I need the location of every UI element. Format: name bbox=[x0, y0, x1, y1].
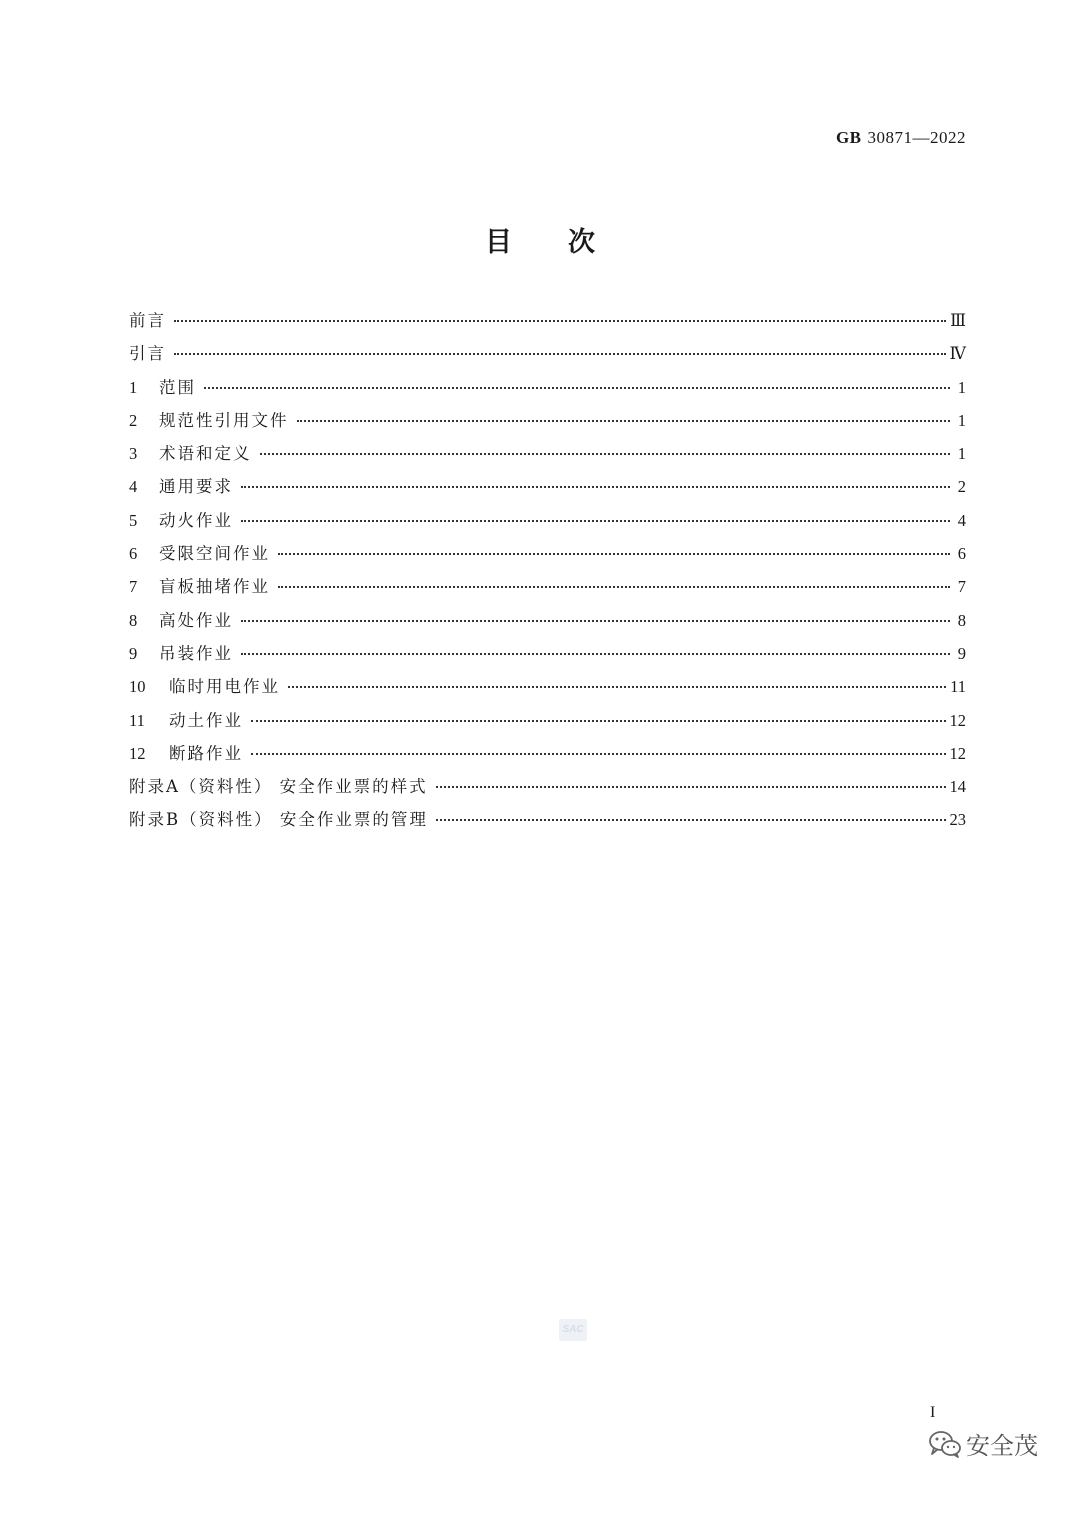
toc-entry-introduction[interactable] bbox=[129, 340, 966, 373]
toc-label: 附录A（资料性） 安全作业票的样式 bbox=[129, 777, 428, 797]
toc-number: 3 bbox=[129, 444, 138, 464]
toc-number: 1 bbox=[129, 377, 138, 397]
toc-label: 高处作业 bbox=[159, 610, 233, 630]
standard-number: 30871—2022 bbox=[867, 128, 966, 147]
leader-dots bbox=[251, 720, 946, 722]
toc-entry-4[interactable] bbox=[129, 473, 966, 506]
toc-page: 9 bbox=[957, 643, 966, 663]
toc-label: 前言 bbox=[129, 311, 166, 330]
toc-entry-1[interactable] bbox=[129, 374, 966, 407]
toc-label: 动土作业 bbox=[169, 710, 243, 730]
toc-entry-6[interactable] bbox=[129, 540, 966, 573]
toc-title: 目次 bbox=[485, 227, 651, 258]
standard-code bbox=[836, 128, 966, 148]
toc-label: 附录B（资料性） 安全作业票的管理 bbox=[129, 810, 428, 830]
toc-label: 规范性引用文件 bbox=[159, 410, 289, 430]
toc-page: 1 bbox=[957, 444, 966, 464]
toc-number: 6 bbox=[129, 544, 138, 564]
leader-dots bbox=[436, 819, 946, 821]
toc-entry-foreword[interactable] bbox=[129, 307, 966, 340]
toc-label: 动火作业 bbox=[159, 510, 233, 530]
toc-label: 术语和定义 bbox=[159, 444, 252, 464]
leader-dots bbox=[260, 453, 951, 455]
toc-page: 6 bbox=[957, 544, 966, 564]
toc-entry-3[interactable] bbox=[129, 440, 966, 473]
toc-label: 盲板抽堵作业 bbox=[159, 577, 270, 597]
toc-entry-7[interactable] bbox=[129, 573, 966, 606]
sac-logo: SAC bbox=[559, 1319, 587, 1341]
toc-entry-2[interactable] bbox=[129, 407, 966, 440]
leader-dots bbox=[174, 353, 946, 355]
watermark-text: 安全茂 bbox=[966, 1432, 1038, 1460]
toc-page: 12 bbox=[949, 710, 966, 730]
toc-entry-appendix-b[interactable] bbox=[129, 806, 966, 839]
wechat-icon bbox=[928, 1429, 962, 1459]
toc-number: 12 bbox=[129, 743, 146, 763]
table-of-contents bbox=[129, 307, 966, 840]
toc-page: 1 bbox=[957, 410, 966, 430]
page-number: I bbox=[930, 1404, 936, 1421]
toc-entry-10[interactable] bbox=[129, 673, 966, 706]
toc-entry-9[interactable] bbox=[129, 640, 966, 673]
toc-page: 12 bbox=[949, 743, 966, 763]
toc-page: 23 bbox=[949, 810, 966, 830]
leader-dots bbox=[288, 686, 946, 688]
toc-page: 1 bbox=[957, 377, 966, 397]
toc-label: 通用要求 bbox=[159, 477, 233, 497]
leader-dots bbox=[297, 420, 951, 422]
toc-label: 引言 bbox=[129, 344, 166, 364]
toc-page: 14 bbox=[949, 777, 966, 797]
toc-label: 吊装作业 bbox=[159, 643, 233, 663]
leader-dots bbox=[241, 620, 950, 622]
leader-dots bbox=[278, 586, 950, 588]
leader-dots bbox=[174, 320, 946, 322]
toc-number: 10 bbox=[129, 677, 146, 697]
toc-label: 受限空间作业 bbox=[159, 544, 270, 564]
leader-dots bbox=[251, 753, 946, 755]
toc-entry-appendix-a[interactable] bbox=[129, 773, 966, 806]
toc-label: 断路作业 bbox=[169, 743, 243, 763]
watermark bbox=[928, 1426, 1038, 1461]
toc-number: 7 bbox=[129, 577, 138, 597]
toc-number: 8 bbox=[129, 610, 138, 630]
toc-page: 8 bbox=[957, 610, 966, 630]
toc-entry-12[interactable] bbox=[129, 740, 966, 773]
leader-dots bbox=[278, 553, 950, 555]
toc-page: 11 bbox=[950, 677, 966, 697]
toc-page: 4 bbox=[957, 510, 966, 530]
toc-number: 11 bbox=[129, 710, 145, 730]
toc-number: 9 bbox=[129, 643, 138, 663]
toc-label: 临时用电作业 bbox=[169, 677, 280, 697]
toc-entry-5[interactable] bbox=[129, 507, 966, 540]
toc-number: 4 bbox=[129, 477, 138, 497]
leader-dots bbox=[436, 786, 946, 788]
leader-dots bbox=[241, 486, 950, 488]
leader-dots bbox=[241, 520, 950, 522]
toc-label: 范围 bbox=[159, 377, 196, 397]
toc-page: 2 bbox=[957, 477, 966, 497]
leader-dots bbox=[204, 387, 950, 389]
toc-page: Ⅳ bbox=[949, 344, 966, 364]
toc-entry-8[interactable] bbox=[129, 607, 966, 640]
toc-entry-11[interactable] bbox=[129, 707, 966, 740]
toc-number: 2 bbox=[129, 410, 138, 430]
toc-page: 7 bbox=[957, 577, 966, 597]
leader-dots bbox=[241, 653, 950, 655]
standard-prefix: GB bbox=[835, 128, 862, 147]
toc-number: 5 bbox=[129, 510, 138, 530]
toc-page: Ⅲ bbox=[950, 311, 966, 330]
